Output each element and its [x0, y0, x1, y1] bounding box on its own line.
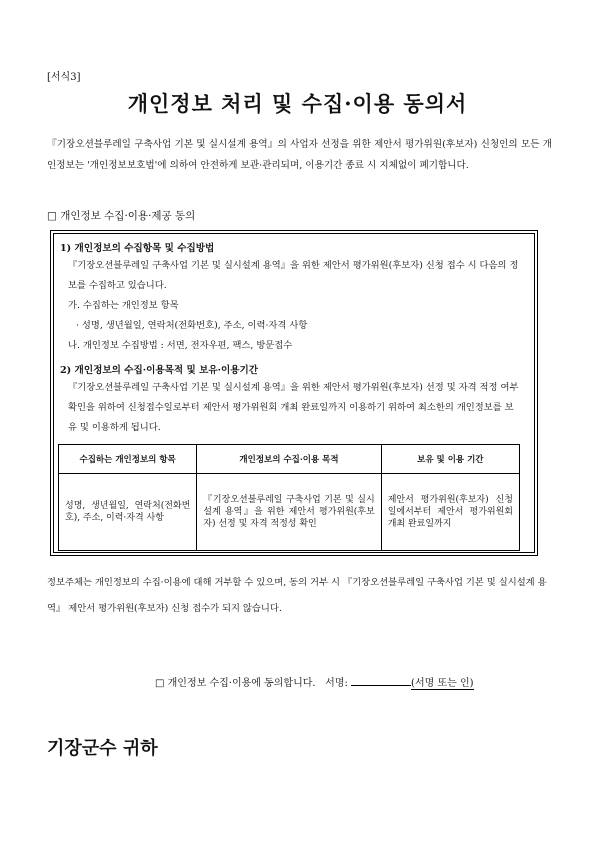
signature-hint: (서명 또는 인): [411, 678, 474, 689]
collected-items-label: 가. 수집하는 개인정보 항목: [68, 300, 179, 311]
table-header: 수집하는 개인정보의 항목: [59, 445, 197, 474]
table-header: 개인정보의 수집·이용 목적: [197, 445, 381, 474]
addressee: 기장군수 귀하: [47, 738, 158, 759]
collected-items-list: · 성명, 생년월일, 연락처(전화번호), 주소, 이력·자격 사항: [76, 320, 308, 331]
collection-method: 나. 개인정보 수집방법 : 서면, 전자우편, 팩스, 방문접수: [68, 340, 293, 351]
table-cell: 『기장오션블루레일 구축사업 기본 및 실시설계 용역』을 위한 제안서 평가위원(후보자) 선정 및 자격 적정성 확인: [197, 474, 381, 551]
purpose-paragraph: 『기장오션블루레일 구축사업 기본 및 실시설계 용역』을 위한 제안서 평가위원(후보자) 선정 및 자격 적정 여부 확인을 위하여 신청접수일로부터 제안서 평가위원회 개최 완료일까지 이용하기 위하여 최소한의 개인정보를 보유 및 이용하게 됩니다.: [68, 382, 519, 433]
document-title: 개인정보 처리 및 수집·이용 동의서: [127, 91, 468, 116]
refusal-notice: 정보주체는 개인정보의 수집·이용에 대해 거부할 수 있으며, 동의 거부 시 『기장오션블루레일 구축사업 기본 및 실시설계 용역』 제안서 평가위원(후보자) 신청 접수가 되지 않습니다.: [47, 577, 547, 614]
heading-purpose-retention: 2) 개인정보의 수집·이용목적 및 보유·이용기간: [60, 365, 259, 376]
signature-field[interactable]: [351, 685, 411, 686]
table-cell: 제안서 평가위원(후보자) 신청일에서부터 제안서 평가위원회 개최 완료일까지: [381, 474, 519, 551]
collection-paragraph: 『기장오션블루레일 구축사업 기본 및 실시설계 용역』을 위한 제안서 평가위원(후보자) 신청 접수 시 다음의 정보를 수집하고 있습니다.: [68, 260, 519, 291]
agreement-line: [155, 674, 474, 689]
table-cell: 성명, 생년월일, 연락처(전화번호), 주소, 이력·자격 사항: [59, 474, 197, 551]
consent-table: [58, 444, 520, 551]
heading-collection-items: 1) 개인정보의 수집항목 및 수집방법: [60, 243, 215, 254]
agree-checkbox[interactable]: □: [155, 678, 165, 689]
table-header: 보유 및 이용 기간: [381, 445, 519, 474]
section-title: □ 개인정보 수집·이용·제공 동의: [47, 210, 196, 222]
agree-label: 개인정보 수집·이용에 동의합니다.: [167, 678, 316, 689]
table-header-row: [59, 445, 520, 474]
intro-paragraph: 『기장오션블루레일 구축사업 기본 및 실시설계 용역』의 사업자 선정을 위한 제안서 평가위원(후보자) 신청인의 모든 개인정보는 '개인정보보호법'에 의하여 안전하게 보관·관리되며, 이용기간 종료 시 지체없이 폐기합니다.: [47, 139, 552, 171]
table-row: [59, 474, 520, 551]
form-number: [서식3]: [47, 72, 81, 83]
signature-label: 서명:: [325, 678, 348, 689]
